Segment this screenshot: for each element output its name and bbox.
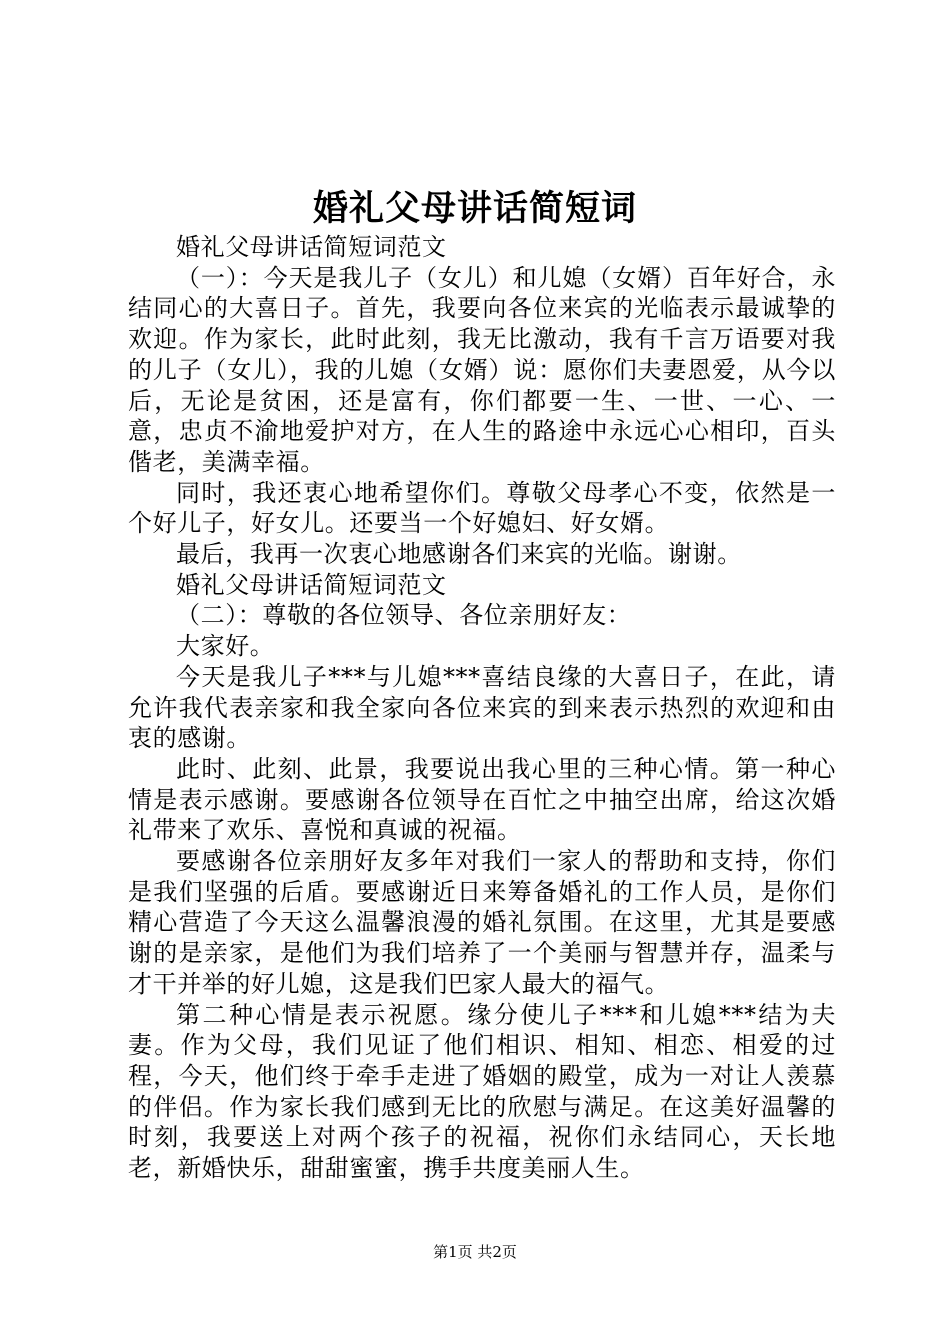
paragraph: 此时、此刻、此景，我要说出我心里的三种心情。第一种心情是表示感谢。要感谢各位领导在百忙之中抽空出席，给这次婚礼带来了欢乐、喜悦和真诚的祝福。 (128, 754, 836, 845)
paragraph: 今天是我儿子***与儿媳***喜结良缘的大喜日子，在此，请允许我代表亲家和我全家向各位来宾的到来表示热烈的欢迎和由衷的感谢。 (128, 662, 836, 753)
paragraph: 要感谢各位亲朋好友多年对我们一家人的帮助和支持，你们是我们坚强的后盾。要感谢近日来筹备婚礼的工作人员，是你们精心营造了今天这么温馨浪漫的婚礼氛围。在这里，尤其是要感谢的是亲家，是他们为我们培养了一个美丽与智慧并存，温柔与才干并举的好儿媳，这是我们巴家人最大的福气。 (128, 847, 836, 998)
paragraph: 最后，我再一次衷心地感谢各们来宾的光临。谢谢。 (176, 540, 742, 569)
paragraph: （一）：今天是我儿子（女儿）和儿媳（女婿）百年好合，永结同心的大喜日子。首先，我要向各位来宾的光临表示最诚挚的欢迎。作为家长，此时此刻，我无比激动，我有千言万语要对我的儿子（女儿），我的儿媳（女婿）说：愿你们夫妻恩爱，从今以后，无论是贫困，还是富有，你们都要一生、一世、一心、一意，忠贞不渝地爱护对方，在人生的路途中永远心心相印，百头偕老，美满幸福。 (128, 263, 836, 476)
paragraph: （二）：尊敬的各位领导、各位亲朋好友： (176, 601, 632, 630)
document-title: 婚礼父母讲话简短词 (312, 188, 637, 229)
paragraph: 同时，我还衷心地希望你们。尊敬父母孝心不变，依然是一个好儿子，好女儿。还要当一个好媳妇、好女婿。 (128, 478, 836, 538)
section-heading-1: 婚礼父母讲话简短词范文 (176, 233, 447, 261)
section-heading-2: 婚礼父母讲话简短词范文 (176, 570, 447, 599)
paragraph: 大家好。 (176, 632, 275, 661)
document-body (128, 232, 836, 1184)
page-number-footer: 第1页 共2页 (433, 1243, 517, 1261)
paragraph: 第二种心情是表示祝愿。缘分使儿子***和儿媳***结为夫妻。作为父母，我们见证了他们相识、相知、相恋、相爱的过程，今天，他们终于牵手走进了婚姻的殿堂，成为一对让人羡慕的伴侣。作为家长我们感到无比的欣慰与满足。在这美好温馨的时刻，我要送上对两个孩子的祝福，祝你们永结同心，天长地老，新婚快乐，甜甜蜜蜜，携手共度美丽人生。 (128, 1000, 836, 1183)
